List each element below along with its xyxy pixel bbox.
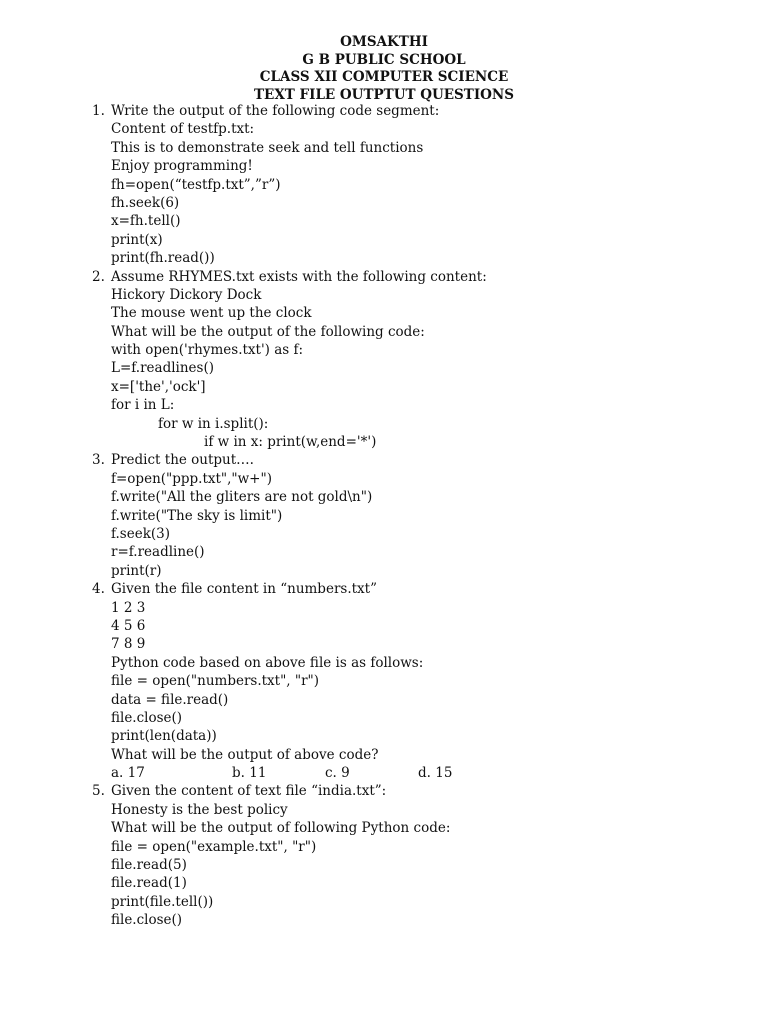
question-line: Enjoy programming! (111, 158, 253, 175)
question-line: What will be the output of above code? (111, 746, 379, 763)
code-line: if w in x: print(w,end='*') (204, 434, 377, 451)
code-line: print(len(data)) (111, 728, 217, 745)
question-2 (92, 268, 752, 452)
question-body (111, 580, 752, 782)
question-1 (92, 102, 752, 268)
code-line: f=open("ppp.txt","w+") (111, 470, 272, 487)
file-content-line: 7 8 9 (111, 636, 146, 653)
code-line: f.seek(3) (111, 525, 171, 542)
code-line: file.read(5) (111, 857, 187, 874)
code-line: data = file.read() (111, 691, 229, 708)
code-line: r=f.readline() (111, 544, 205, 561)
file-content-line: 1 2 3 (111, 599, 146, 616)
question-number: 4. (92, 581, 105, 598)
code-line: for i in L: (111, 397, 175, 414)
code-line: fh=open(“testfp.txt”,”r”) (111, 176, 281, 193)
code-line: print(fh.read()) (111, 250, 215, 267)
document-header (0, 34, 768, 104)
option-a: a. 17 (111, 765, 145, 782)
question-body (111, 268, 752, 452)
question-list (92, 102, 752, 930)
code-line: with open('rhymes.txt') as f: (111, 342, 304, 359)
code-line: L=f.readlines() (111, 360, 214, 377)
header-title: OMSAKTHI (340, 34, 428, 50)
question-body (111, 782, 752, 929)
question-line: What will be the output of the following code: (111, 323, 425, 340)
code-line: f.write("All the gliters are not gold\n") (111, 489, 373, 506)
option-c: c. 9 (325, 765, 350, 782)
question-line: Hickory Dickory Dock (111, 286, 262, 303)
question-number: 1. (92, 103, 105, 119)
question-body (111, 102, 752, 268)
question-body (111, 451, 752, 580)
code-line: fh.seek(6) (111, 194, 180, 211)
question-text: Given the file content in “numbers.txt” (111, 581, 377, 598)
option-b: b. 11 (232, 765, 267, 782)
header-school: G B PUBLIC SCHOOL (302, 51, 466, 68)
code-line: x=['the','ock'] (111, 378, 206, 395)
code-line: for w in i.split(): (158, 415, 269, 432)
code-line: f.write("The sky is limit") (111, 507, 283, 524)
question-number: 2. (92, 268, 105, 285)
file-content-line: 4 5 6 (111, 617, 146, 634)
code-line: file.close() (111, 709, 183, 726)
answer-options (111, 764, 752, 782)
code-line: file.read(1) (111, 875, 187, 892)
code-line: print(x) (111, 231, 163, 248)
question-line: Honesty is the best policy (111, 801, 288, 818)
code-line: print(file.tell()) (111, 893, 214, 910)
question-line: This is to demonstrate seek and tell functions (111, 139, 424, 156)
code-line: print(r) (111, 562, 162, 579)
question-4 (92, 580, 752, 782)
question-line: What will be the output of following Python code: (111, 820, 451, 837)
question-3 (92, 451, 752, 580)
question-text: Assume RHYMES.txt exists with the following content: (111, 268, 487, 285)
code-line: file = open("example.txt", "r") (111, 838, 317, 855)
question-number: 5. (92, 783, 105, 800)
question-line: Python code based on above file is as follows: (111, 654, 424, 671)
question-5 (92, 782, 752, 929)
code-line: x=fh.tell() (111, 213, 181, 230)
code-line: file = open("numbers.txt", "r") (111, 673, 320, 690)
question-text: Predict the output…. (111, 452, 254, 469)
header-class: CLASS XII COMPUTER SCIENCE (259, 69, 509, 85)
question-line: The mouse went up the clock (111, 305, 312, 322)
question-text: Write the output of the following code segment: (111, 103, 440, 119)
question-line: Content of testfp.txt: (111, 121, 255, 138)
code-line: file.close() (111, 912, 183, 929)
option-d: d. 15 (418, 765, 453, 782)
question-number: 3. (92, 452, 105, 469)
header-subject: TEXT FILE OUTPTUT QUESTIONS (253, 86, 514, 103)
question-text: Given the content of text file “india.txt”: (111, 783, 387, 800)
